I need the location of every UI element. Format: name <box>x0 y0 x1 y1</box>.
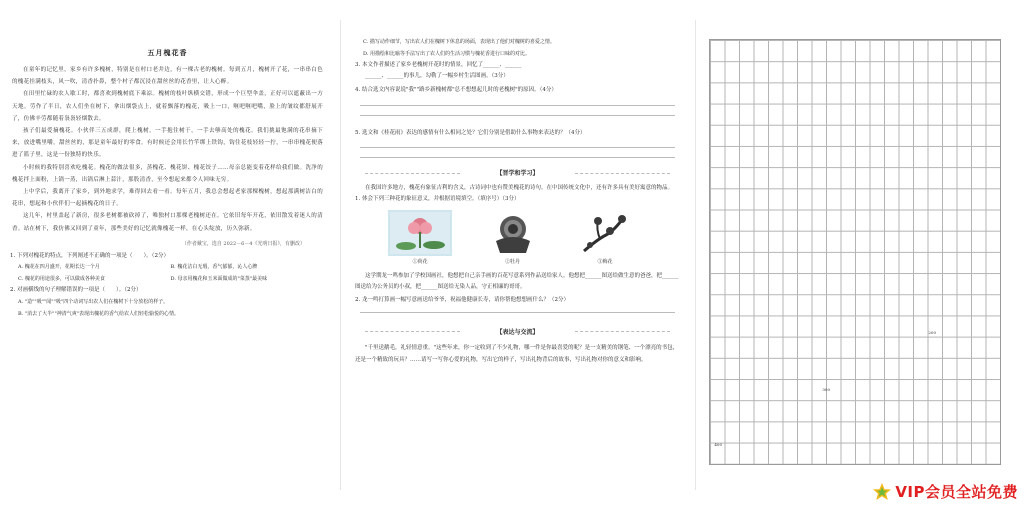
article-paragraph: 小时候的我特别喜欢吃槐花。槐花的做法很多，蒸槐花、槐花饼、槐花饺子……母亲总能变着花样给我们做。洗净的槐花拌上面粉，上锅一蒸，出锅后淋上蒜汁，那股清香，至今想起来都令人回味无穷。 <box>12 164 323 183</box>
option: B. "消去了大半""神清气爽"表现出槐花的香气给农人们轻松愉悦的心情。 <box>18 310 180 317</box>
option: C. 描写动作细节，写出农人们在槐树下休息的场面，表现出了他们对槐树的喜爱之情。 <box>363 39 555 45</box>
question-plan: 2. 龙一鸣打算画一幅写意画送给爷爷，祝福他健康长寿，请你帮他想想画什么？（2分） <box>355 297 569 303</box>
question-3-continued: ______、______的事儿，勾勒了一幅乡村生活图画。（3分） <box>365 72 509 79</box>
plum-blossom-icon <box>573 210 637 256</box>
article-paragraph: 在童年的记忆里，家乡有许多槐树，特别是在村口老井边，有一棵古老的槐树。每到五月，槐树开了花，一串串白色的槐花挂满枝头，风一吹，清香扑鼻，整个村子都沉浸在甜丝丝的花香里，让人心醉。 <box>12 67 323 86</box>
word-count-mark: 400 <box>714 442 722 447</box>
lotus-figure <box>385 210 455 265</box>
question-4: 4. 结合选文内容说说"我""路乡新槐树都"总不想想起儿时的老槐树"的原因。（4分） <box>355 87 557 93</box>
page-left <box>0 0 335 508</box>
option: A. "造""吸""闻""吸"四个动词写出农人们在槐树下十分放松的样子。 <box>18 298 169 305</box>
vip-watermark-text: VIP会员全站免费 <box>895 483 1018 501</box>
article-paragraph: 在田里忙碌的农人歇工时，都喜欢到槐树底下乘凉。槐树的枝叶纵横交错，形成一个巨型伞盖，正好可以遮蔽出一方天地。劳作了半日，农人们坐在树下，拿出烟袋点上，就着飘落的槐花，吸上一口，咂吧咂吧嘴，脸上的皱纹都舒展开了，仿佛辛劳都随着袅袅轻烟散去。 <box>12 91 323 122</box>
question-fill: 1. 体会下列三种花的象征意义，并根据语境填空。（填序号）（3分） <box>355 195 520 202</box>
flower-images <box>385 210 640 265</box>
article-source: （作者戴宝，选自 2022－6－4《光明日报》，有删改） <box>181 240 305 247</box>
page-divider <box>695 20 696 490</box>
question-1: 1. 下列对槐花的特点，下列阐述不正确的一项是（ ）。（2分） <box>10 252 169 259</box>
option: D. 用描绘和比喻等手法写出了农人们的生活习惯与槐花香进行口味的对比。 <box>363 51 531 57</box>
answer-line[interactable] <box>360 115 675 116</box>
peony-icon <box>481 210 545 256</box>
article-paragraph: 这几年，村里盖起了新房，很多老树都被砍掉了，唯独村口那棵老槐树还在。它依旧每年开花，依旧散发着迷人的清香。站在树下，我仿佛又回到了童年，那些美好的记忆就像槐花一样，在心头绽放，历久弥新。 <box>12 213 323 232</box>
essay-writing-grid[interactable] <box>709 39 1001 465</box>
word-count-mark: 200 <box>928 330 936 335</box>
answer-line[interactable] <box>360 157 675 158</box>
peony-figure <box>478 210 548 265</box>
section-header-learning: 【晋学和学习】 <box>345 168 690 177</box>
question-1-options <box>18 261 317 285</box>
page-middle <box>345 0 690 508</box>
option: C. 槐花的用途很多，可以做成各种美食 <box>18 276 105 283</box>
flower-label: ②牡丹 <box>504 259 520 265</box>
question-2: 2. 对画横线的句子理解错误的一项是（ ）。（2分） <box>10 287 142 294</box>
plum-figure <box>570 210 640 265</box>
article-paragraph: 上中学后，我离开了家乡，到外地求学，难得回去看一看。每年五月，我总会想起老家那棵槐树，想起那满树洁白的花串，想起和小伙伴们一起摘槐花的日子。 <box>12 189 323 208</box>
section-intro: 在我国许多地方，槐花有象征吉利的含义，古诗词中也有赞美槐花的诗句。在中国传统文化中，还有许多具有美好寓意的物品。 <box>365 185 674 191</box>
essay-prompt: "千里送鹅毛，礼轻情意重。"这些年来，你一定收到了不少礼物，哪一件是你最喜爱的呢？是一支精美的钢笔、一个漂亮的书包，还是一个精致的玩具？……请写一写你心爱的礼物，写出它的样子，写出礼物背后的故事，写出礼物对你的意义和影响。 <box>355 344 679 363</box>
answer-line[interactable] <box>360 312 675 313</box>
option: D. 母亲用槐花和玉米面做成的"菜蒸"最美味 <box>170 276 268 283</box>
page-right <box>700 0 1024 508</box>
fill-in-text: 这学期龙一鸣参加了学校国画社，他想把自己亲手画的百花写意系列作品送给家人。他想把______图送给做生意的爸爸，把______图送给为公务员的小叔，把______图送给无染人品，守正相廉的哥哥。 <box>355 273 679 290</box>
vip-watermark <box>872 481 1018 502</box>
option: A. 槐花在四月盛开，花期长达一个月 <box>18 264 100 271</box>
word-count-mark: 300 <box>822 387 830 392</box>
star-icon <box>872 482 892 502</box>
page-divider <box>340 20 341 490</box>
answer-line[interactable] <box>360 147 675 148</box>
article-title: 五月槐花香 <box>147 48 188 57</box>
article-paragraph: 孩子们最爱摘槐花。小伙伴三五成群，爬上槐树，一手抱住树干，一手去够高处的槐花。我们挑最饱满的花串摘下来，放进嘴里嚼，甜丝丝的，那是童年最好的零食。有时候还会用长竹竿绑上铁钩，钩住花枝轻轻一拧，一串串槐花便落进了篮子里，这是一份独特的快乐。 <box>12 128 323 159</box>
section-header-expression: 【表达与交流】 <box>345 327 690 336</box>
option: B. 槐花洁白无瑕，香气郁郁，沁人心脾 <box>170 264 258 271</box>
flower-label: ③梅花 <box>597 259 613 265</box>
question-3: 3. 本文作者描述了家乡老槐树开花时的情景，回忆了______、______ <box>355 62 522 68</box>
lotus-icon <box>388 210 452 256</box>
flower-label: ①荷花 <box>412 259 428 265</box>
answer-line[interactable] <box>360 105 675 106</box>
question-5: 5. 选文和《桂花雨》表达的感情有什么相同之处？它们分别是借助什么事物来表达的？（4分） <box>355 129 586 136</box>
